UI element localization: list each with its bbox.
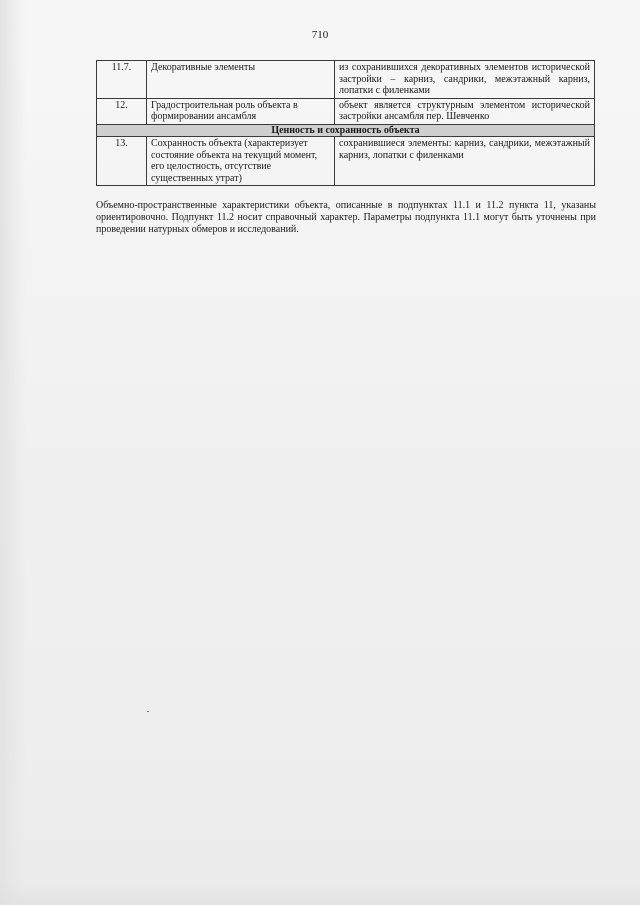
page-number: 710 bbox=[311, 29, 329, 41]
scan-shadow-bottom bbox=[0, 881, 640, 905]
scan-speck bbox=[147, 711, 149, 712]
row-characteristic: Сохранность объекта (характеризует состояние объекта на текущий момент, его целостность, отсутствие существенных утрат) bbox=[147, 137, 335, 186]
table-row bbox=[97, 137, 595, 186]
row-value: объект является структурным элементом исторической застройки ансамбля пер. Шевченко bbox=[335, 98, 595, 124]
row-characteristic: Градостроительная роль объекта в формировании ансамбля bbox=[147, 98, 335, 124]
scan-shadow-left bbox=[0, 0, 26, 905]
row-number: 13. bbox=[97, 137, 147, 186]
row-number: 12. bbox=[97, 98, 147, 124]
row-characteristic: Декоративные элементы bbox=[147, 61, 335, 99]
object-characteristics-table bbox=[96, 60, 595, 186]
row-value: из сохранившихся декоративных элементов исторической застройки – карниз, сандрики, межэтажный карниз, лопатки с филенками bbox=[335, 61, 595, 99]
row-value: сохранившиеся элементы: карниз, сандрики, межэтажный карниз, лопатки с филенками bbox=[335, 137, 595, 186]
row-number: 11.7. bbox=[97, 61, 147, 99]
table-row bbox=[97, 61, 595, 99]
table-row bbox=[97, 98, 595, 124]
section-header-row bbox=[97, 124, 595, 137]
footnote-paragraph: Объемно-пространственные характеристики объекта, описанные в подпунктах 11.1 и 11.2 пункта 11, указаны ориентировочно. Подпункт 11.2 носит справочный характер. Параметры подпункта 11.1 могут быть уточнены при проведении натурных обмеров и исследований. bbox=[96, 200, 596, 235]
section-title: Ценность и сохранность объекта bbox=[97, 124, 595, 137]
